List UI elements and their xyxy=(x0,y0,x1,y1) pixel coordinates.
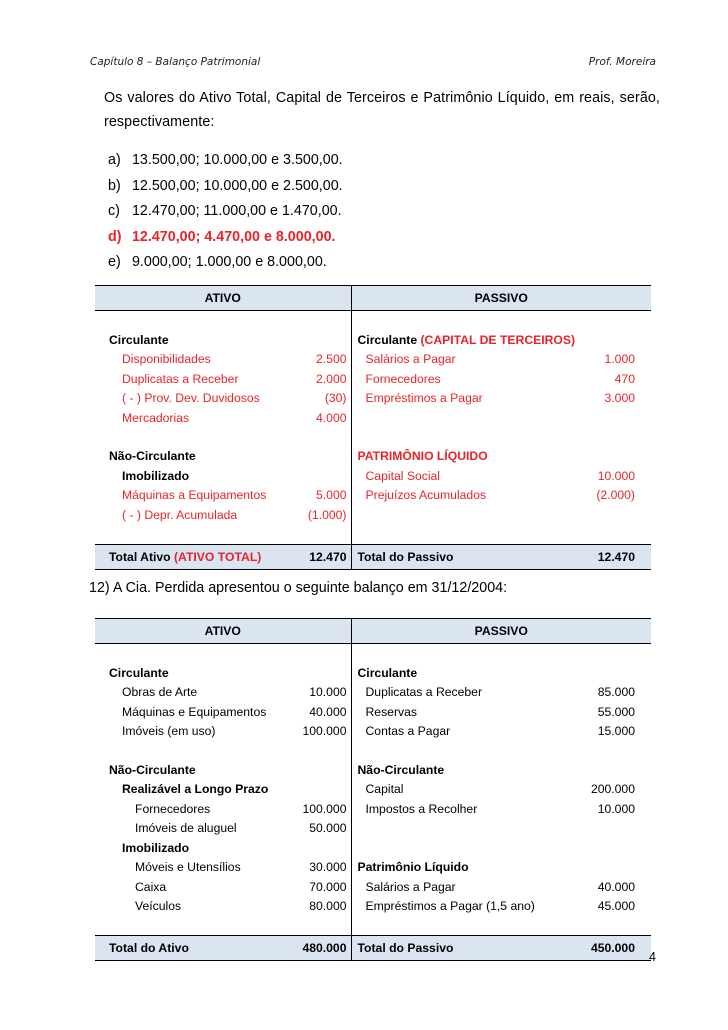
account-label: Disponibilidades xyxy=(122,352,211,367)
table-row xyxy=(95,877,651,897)
section-label: PATRIMÔNIO LÍQUIDO xyxy=(357,449,488,464)
account-label: Fornecedores xyxy=(135,801,211,816)
account-value: 10.000 xyxy=(597,468,635,483)
question-12: 12) A Cia. Perdida apresentou o seguinte balanço em 31/12/2004: xyxy=(89,580,508,596)
account-value: 200.000 xyxy=(590,782,635,797)
table-row xyxy=(95,486,651,506)
table-row xyxy=(95,780,651,800)
account-label: Caixa xyxy=(135,879,167,894)
ativo-header: ATIVO xyxy=(95,619,351,644)
account-value: 15.000 xyxy=(597,724,635,739)
totals-row xyxy=(95,936,651,961)
account-label: ( - ) Depr. Acumulada xyxy=(122,507,238,522)
total-ativo-label: Total Ativo (ATIVO TOTAL) xyxy=(95,544,282,569)
option-a: a) 13.500,00; 10.000,00 e 3.500,00. xyxy=(108,152,343,168)
account-value: 5.000 xyxy=(282,486,351,506)
subsection-label: Realizável a Longo Prazo xyxy=(122,782,269,797)
account-label: Fornecedores xyxy=(365,371,441,386)
option-c: c) 12.470,00; 11.000,00 e 1.470,00. xyxy=(108,203,342,219)
account-label: Empréstimos a Pagar (1,5 ano) xyxy=(365,899,535,914)
section-label: Patrimônio Líquido xyxy=(357,860,469,875)
account-value: 70.000 xyxy=(282,877,351,897)
passivo-header: PASSIVO xyxy=(351,619,651,644)
account-label: Mercadorias xyxy=(122,410,190,425)
account-value: 2.000 xyxy=(282,369,351,389)
table-row xyxy=(95,447,651,467)
subsection-label: Imobilizado xyxy=(122,468,190,483)
account-label: Empréstimos a Pagar xyxy=(365,391,483,406)
account-label: Duplicatas a Receber xyxy=(122,371,239,386)
table-row xyxy=(95,897,651,917)
account-label: Veículos xyxy=(135,899,182,914)
passivo-header: PASSIVO xyxy=(351,286,651,311)
total-ativo-value: 12.470 xyxy=(282,544,351,569)
account-value: 1.000 xyxy=(604,352,635,367)
account-value: 45.000 xyxy=(597,899,635,914)
subsection-label: Imobilizado xyxy=(122,840,190,855)
account-label: Capital xyxy=(365,782,404,797)
table-row xyxy=(95,760,651,780)
account-value: 55.000 xyxy=(597,704,635,719)
section-label: Não-Circulante xyxy=(109,449,196,464)
balance-sheet-2 xyxy=(95,618,651,961)
section-label: Não-Circulante xyxy=(109,762,196,777)
account-value: 40.000 xyxy=(597,879,635,894)
account-label: Obras de Arte xyxy=(122,685,198,700)
answer-options xyxy=(108,148,343,276)
account-value: 2.500 xyxy=(282,350,351,370)
table-row xyxy=(95,369,651,389)
total-ativo-value: 480.000 xyxy=(282,936,351,961)
account-value: 10.000 xyxy=(597,801,635,816)
running-header-chapter: Capítulo 8 – Balanço Patrimonial xyxy=(90,56,261,68)
account-value: 100.000 xyxy=(282,722,351,742)
account-value: 30.000 xyxy=(282,858,351,878)
option-b: b) 12.500,00; 10.000,00 e 2.500,00. xyxy=(108,177,343,194)
page-number: 4 xyxy=(649,950,656,964)
account-label: Móveis e Utensílios xyxy=(135,860,241,875)
table-header xyxy=(95,619,651,644)
table-row xyxy=(95,858,651,878)
table-row xyxy=(95,819,651,839)
section-label: Circulante xyxy=(109,665,169,680)
account-label: Contas a Pagar xyxy=(365,724,451,739)
account-value: 50.000 xyxy=(282,819,351,839)
account-value: 10.000 xyxy=(282,683,351,703)
account-value: 4.000 xyxy=(282,408,351,428)
account-value: (30) xyxy=(282,389,351,409)
account-label: Duplicatas a Receber xyxy=(365,685,483,700)
account-value: (1.000) xyxy=(282,505,351,525)
total-passivo-label: Total do Passivo xyxy=(351,544,556,569)
account-label: Máquinas e Equipamentos xyxy=(122,704,267,719)
account-label: Imóveis de aluguel xyxy=(135,821,237,836)
account-value: 85.000 xyxy=(597,685,635,700)
table-row xyxy=(95,389,651,409)
account-value: 100.000 xyxy=(282,799,351,819)
account-label: Reservas xyxy=(365,704,417,719)
section-label: Não-Circulante xyxy=(357,762,445,777)
account-label: Salários a Pagar xyxy=(365,352,456,367)
section-label: Circulante xyxy=(109,332,169,347)
table-row xyxy=(95,408,651,428)
option-e: e) 9.000,00; 1.000,00 e 8.000,00. xyxy=(108,254,327,270)
account-label: ( - ) Prov. Dev. Duvidosos xyxy=(122,391,260,406)
table-row xyxy=(95,799,651,819)
account-label: Máquinas a Equipamentos xyxy=(122,488,267,503)
table-row xyxy=(95,722,651,742)
table-row xyxy=(95,330,651,350)
option-d-correct: d) 12.470,00; 4.470,00 e 8.000,00. xyxy=(108,228,336,245)
table-row xyxy=(95,663,651,683)
section-label: Circulante (CAPITAL DE TERCEIROS) xyxy=(357,332,576,347)
table-row xyxy=(95,838,651,858)
account-value: 80.000 xyxy=(282,897,351,917)
section-label: Circulante xyxy=(357,665,418,680)
total-passivo-label: Total do Passivo xyxy=(351,936,556,961)
account-label: Capital Social xyxy=(365,468,441,483)
account-label: Impostos a Recolher xyxy=(365,801,478,816)
table-row xyxy=(95,683,651,703)
account-value: 3.000 xyxy=(604,391,635,406)
ativo-header: ATIVO xyxy=(95,286,351,311)
table-header xyxy=(95,286,651,311)
table-row xyxy=(95,702,651,722)
account-value: 40.000 xyxy=(282,702,351,722)
total-passivo-value: 450.000 xyxy=(556,936,651,961)
account-value: (2.000) xyxy=(596,488,635,503)
totals-row xyxy=(95,544,651,569)
question-intro: Os valores do Ativo Total, Capital de Terceiros e Patrimônio Líquido, em reais, serão, respectivamente: xyxy=(104,90,660,130)
balance-sheet-1 xyxy=(95,285,651,570)
table-row xyxy=(95,466,651,486)
total-passivo-value: 12.470 xyxy=(556,544,651,569)
total-ativo-label: Total do Ativo xyxy=(95,936,282,961)
account-value: 470 xyxy=(614,371,635,386)
table-row xyxy=(95,505,651,525)
running-header-author: Prof. Moreira xyxy=(588,56,656,68)
table-row xyxy=(95,350,651,370)
account-label: Imóveis (em uso) xyxy=(122,724,216,739)
account-label: Salários a Pagar xyxy=(365,879,456,894)
account-label: Prejuízos Acumulados xyxy=(365,488,487,503)
